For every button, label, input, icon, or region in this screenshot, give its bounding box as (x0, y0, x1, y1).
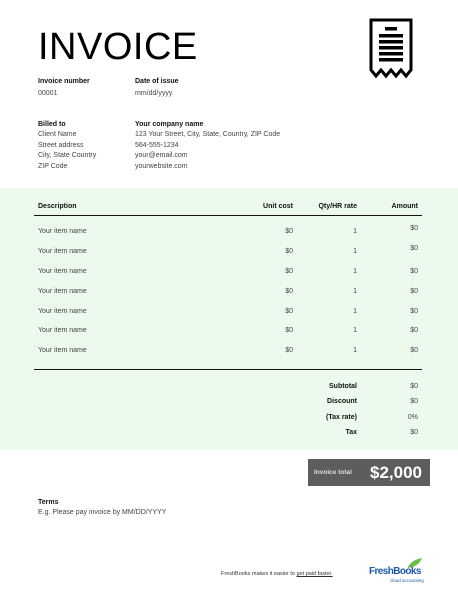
receipt-icon (369, 18, 413, 80)
client-street: Street address (38, 141, 84, 149)
row-description: Your item name (38, 248, 87, 255)
row-amount: $0 (410, 288, 418, 295)
row-unit-cost: $0 (285, 327, 293, 334)
discount-label: Discount (327, 398, 357, 405)
row-unit-cost: $0 (285, 288, 293, 295)
row-qty: 1 (353, 327, 357, 334)
row-qty: 1 (353, 308, 357, 315)
client-name: Client Name (38, 131, 77, 138)
col-description-header: Description (38, 203, 77, 210)
logo-wordmark: FreshBooks (369, 566, 421, 577)
header-divider (34, 215, 422, 216)
date-of-issue-value: mm/dd/yyyy (135, 90, 173, 97)
row-amount: $0 (410, 225, 418, 232)
row-amount: $0 (410, 347, 418, 354)
row-qty: 1 (353, 228, 357, 235)
row-description: Your item name (38, 327, 87, 334)
invoice-total-box (308, 459, 430, 486)
row-amount: $0 (410, 327, 418, 334)
billed-to-label: Billed to (38, 121, 66, 128)
col-qty-header: Qty/HR rate (318, 203, 357, 210)
tax-rate-value: 0% (407, 414, 418, 421)
row-qty: 1 (353, 268, 357, 275)
company-address: 123 Your Street, City, State, Country, ZIP Code (135, 131, 281, 138)
row-qty: 1 (353, 288, 357, 295)
tax-label: Tax (345, 429, 357, 436)
discount-value: $0 (410, 398, 418, 405)
client-city: City, State Country (38, 152, 97, 160)
date-of-issue-label: Date of issue (135, 78, 179, 85)
row-unit-cost: $0 (285, 228, 293, 235)
terms-text: E.g. Please pay invoice by MM/DD/YYYY (38, 509, 167, 516)
row-amount: $0 (410, 245, 418, 252)
table-bottom-divider (34, 369, 422, 370)
tax-value: $0 (410, 429, 418, 436)
row-unit-cost: $0 (285, 248, 293, 255)
invoice-number-value: 00001 (38, 90, 58, 97)
row-unit-cost: $0 (285, 347, 293, 354)
row-amount: $0 (410, 268, 418, 275)
freshbooks-logo[interactable] (368, 558, 424, 586)
company-email: your@email.com (135, 152, 188, 160)
tax-rate-label: (Tax rate) (326, 414, 357, 421)
company-name-label: Your company name (135, 121, 204, 128)
col-unit-cost-header: Unit cost (263, 203, 293, 210)
row-description: Your item name (38, 228, 87, 235)
terms-label: Terms (38, 499, 59, 506)
subtotal-label: Subtotal (329, 383, 357, 390)
invoice-total-label: Invoice total (314, 469, 352, 476)
company-phone: 564-555-1234 (135, 141, 179, 149)
row-description: Your item name (38, 268, 87, 275)
row-unit-cost: $0 (285, 308, 293, 315)
footer-text (221, 571, 333, 577)
row-qty: 1 (353, 347, 357, 354)
row-description: Your item name (38, 288, 87, 295)
billed-to-block (38, 130, 96, 172)
subtotal-value: $0 (410, 383, 418, 390)
row-unit-cost: $0 (285, 268, 293, 275)
page-title: INVOICE (38, 26, 198, 68)
company-website: yourwebsite.com (135, 162, 188, 170)
row-description: Your item name (38, 347, 87, 354)
footer-link[interactable]: get paid faster. (296, 571, 333, 577)
invoice-total-value: $2,000 (370, 463, 422, 482)
row-amount: $0 (410, 308, 418, 315)
invoice-number-label: Invoice number (38, 78, 90, 85)
row-description: Your item name (38, 308, 87, 315)
company-block (135, 130, 280, 172)
footer-message: FreshBooks makes it easier to (221, 571, 297, 577)
col-amount-header: Amount (391, 203, 418, 210)
logo-tagline: cloud accounting (390, 578, 424, 583)
client-zip: ZIP Code (38, 162, 68, 170)
row-qty: 1 (353, 248, 357, 255)
